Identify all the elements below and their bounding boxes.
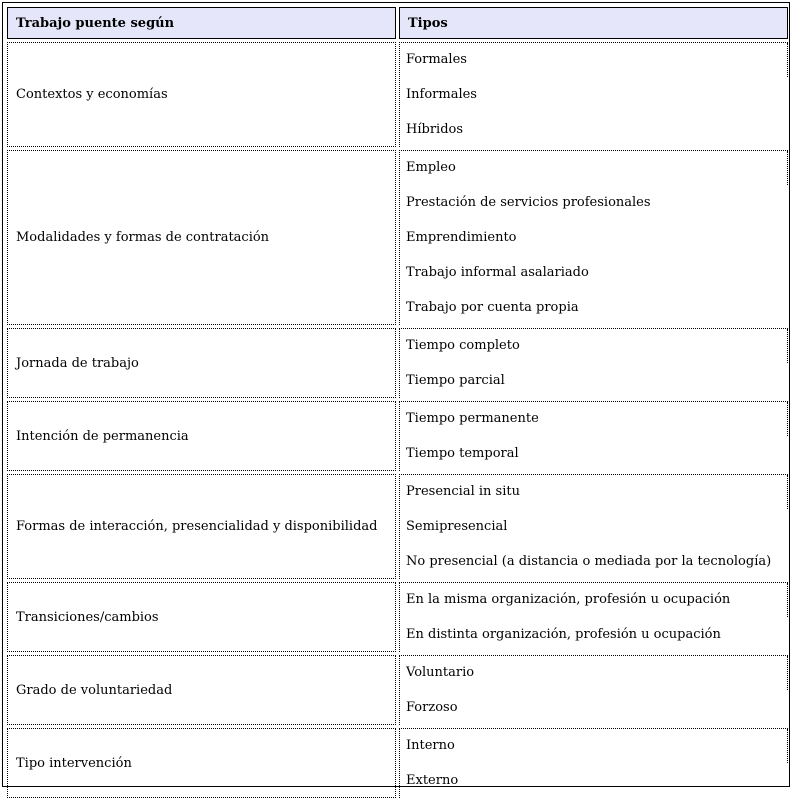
criterion-cell: Contextos y economías: [7, 42, 396, 147]
bridge-work-table: [4, 4, 791, 801]
criterion-cell: Tipo intervención: [7, 728, 396, 798]
table-row: [7, 401, 788, 471]
type-item: Trabajo informal asalariado: [406, 265, 589, 280]
types-cell: [399, 150, 788, 325]
table-row: [7, 150, 788, 325]
header-criterion: Trabajo puente según: [7, 7, 396, 39]
criterion-cell: Formas de interacción, presencialidad y disponibilidad: [7, 474, 396, 579]
type-item: Híbridos: [406, 122, 464, 137]
criterion-cell: Modalidades y formas de contratación: [7, 150, 396, 325]
type-item: No presencial (a distancia o mediada por la tecnología): [406, 554, 772, 569]
type-item: Semipresencial: [406, 519, 508, 534]
table-row: [7, 42, 788, 147]
criterion-cell: Grado de voluntariedad: [7, 655, 396, 725]
table-row: [7, 582, 788, 652]
type-item: Interno: [400, 729, 788, 763]
table-row: [7, 328, 788, 398]
table-row: [7, 655, 788, 725]
type-item: En la misma organización, profesión u ocupación: [400, 583, 788, 617]
type-item: Tiempo permanente: [400, 402, 788, 436]
type-item: Formales: [400, 43, 788, 77]
type-item: Forzoso: [406, 700, 458, 715]
table-row: [7, 728, 788, 798]
types-cell: [399, 655, 788, 725]
criterion-cell: Jornada de trabajo: [7, 328, 396, 398]
header-row: [7, 7, 788, 39]
type-item: Prestación de servicios profesionales: [406, 195, 651, 210]
criterion-cell: Transiciones/cambios: [7, 582, 396, 652]
type-item: Presencial in situ: [400, 475, 788, 509]
type-item: Informales: [406, 87, 477, 102]
type-item: Tiempo parcial: [406, 373, 505, 388]
types-cell: [399, 728, 788, 798]
type-item: En distinta organización, profesión u ocupación: [406, 627, 721, 642]
table-row: [7, 474, 788, 579]
types-cell: [399, 401, 788, 471]
type-item: Emprendimiento: [406, 230, 517, 245]
type-item: Externo: [406, 773, 459, 788]
type-item: Trabajo por cuenta propia: [406, 300, 579, 315]
types-cell: [399, 328, 788, 398]
types-cell: [399, 474, 788, 579]
types-cell: [399, 42, 788, 147]
criterion-cell: Intención de permanencia: [7, 401, 396, 471]
type-item: Empleo: [400, 151, 788, 185]
type-item: Tiempo completo: [400, 329, 788, 363]
type-item: Tiempo temporal: [406, 446, 519, 461]
types-cell: [399, 582, 788, 652]
type-item: Voluntario: [400, 656, 788, 690]
header-types: Tipos: [399, 7, 788, 39]
